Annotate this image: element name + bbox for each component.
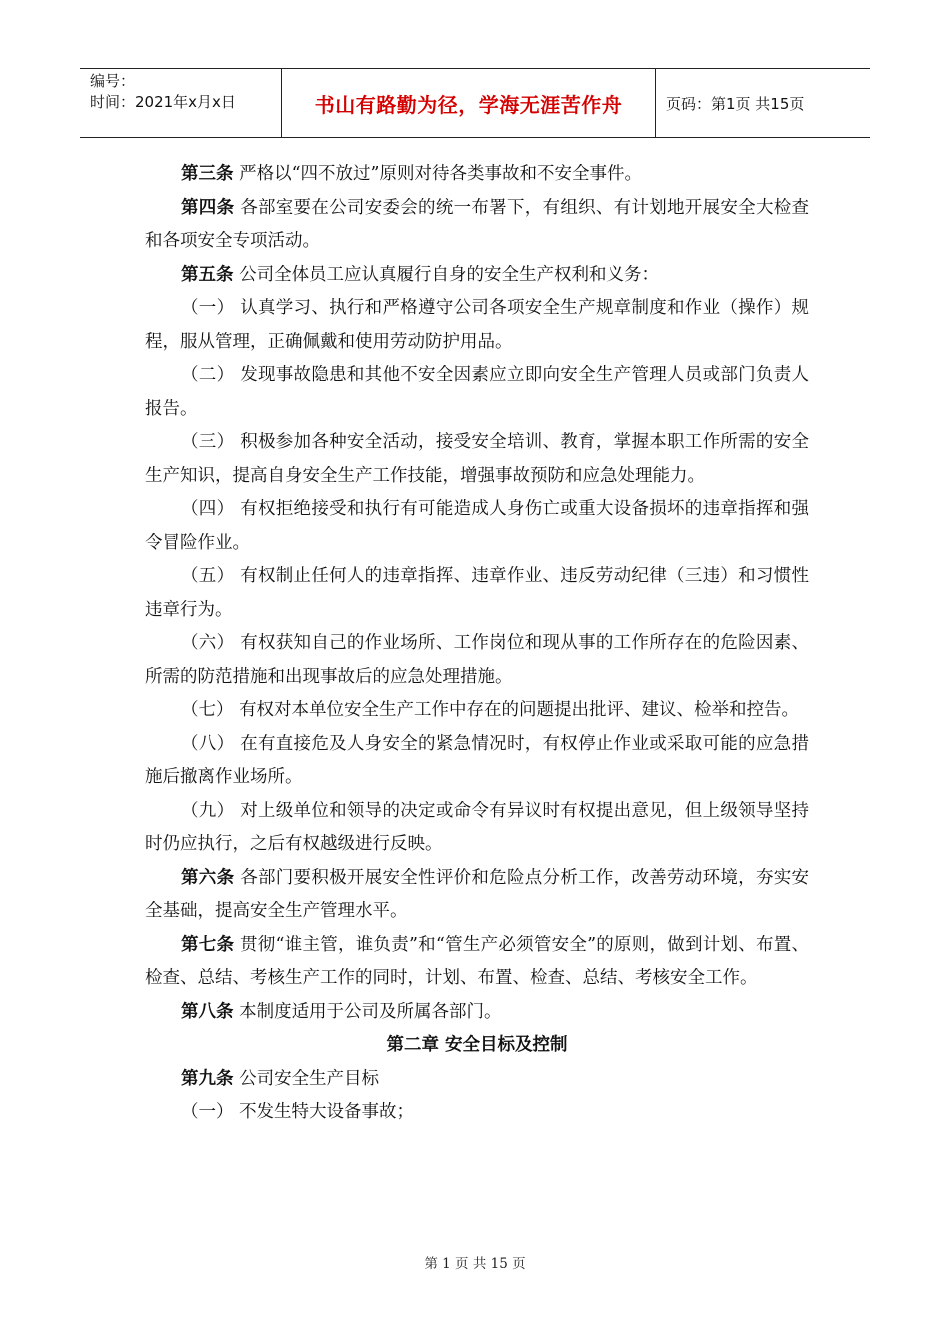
paragraph-text: 各部室要在公司安委会的统一布署下，有组织、有计划地开展安全大检查和各项安全专项活动。 xyxy=(145,197,810,251)
paragraph-group-2 xyxy=(145,1063,809,1130)
paragraph xyxy=(145,996,809,1030)
paragraph xyxy=(145,292,809,359)
header-meta xyxy=(80,69,282,137)
header-page-info: 页码：第1页 共15页 xyxy=(666,94,805,113)
paragraph xyxy=(145,158,809,192)
paragraph-text: （一） 认真学习、执行和严格遵守公司各项安全生产规章制度和作业（操作）规程，服从管理，正确佩戴和使用劳动防护用品。 xyxy=(145,298,809,352)
paragraph-text: 公司全体员工应认真履行自身的安全生产权利和义务： xyxy=(233,264,660,285)
paragraph-text: 本制度适用于公司及所属各部门。 xyxy=(233,1001,502,1022)
paragraph-text: （四） 有权拒绝接受和执行有可能造成人身伤亡或重大设备损坏的违章指挥和强令冒险作业。 xyxy=(145,499,809,553)
paragraph-text: （七） 有权对本单位安全生产工作中存在的问题提出批评、建议、检举和控告。 xyxy=(181,700,800,720)
article-number: 第八条 xyxy=(181,1001,234,1022)
paragraph xyxy=(145,192,809,259)
paragraph xyxy=(145,728,809,795)
chapter-title: 第二章 安全目标及控制 xyxy=(386,1035,568,1055)
paragraph-text: 贯彻“谁主管，谁负责”和“管生产必须管安全”的原则，做到计划、布置、检查、总结、考核生产工作的同时，计划、布置、检查、总结、考核安全工作。 xyxy=(145,934,809,988)
paragraph xyxy=(145,1063,809,1097)
page-header xyxy=(80,68,870,138)
article-number: 第七条 xyxy=(181,934,235,955)
article-number: 第六条 xyxy=(181,867,235,888)
header-motto-cell xyxy=(282,69,656,137)
paragraph xyxy=(145,560,809,627)
time-label: 时间：2021年x月x日 xyxy=(90,93,236,111)
page-footer: 第 1 页 共 15 页 xyxy=(424,1256,526,1272)
paragraph xyxy=(145,1096,809,1130)
article-number: 第四条 xyxy=(181,197,235,218)
paragraph xyxy=(145,627,809,694)
paragraph xyxy=(145,493,809,560)
document-body xyxy=(145,158,809,1130)
paragraph xyxy=(145,862,809,929)
number-label: 编号： xyxy=(90,72,136,90)
paragraph-group-1 xyxy=(145,158,809,1029)
paragraph-text: （三） 积极参加各种安全活动，接受安全培训、教育，掌握本职工作所需的安全生产知识，提高自身安全生产工作技能，增强事故预防和应急处理能力。 xyxy=(145,432,809,486)
paragraph-text: 公司安全生产目标 xyxy=(233,1068,380,1089)
paragraph-text: 各部门要积极开展安全性评价和危险点分析工作，改善劳动环境，夯实安全基础，提高安全生产管理水平。 xyxy=(145,867,810,921)
paragraph-text: （二） 发现事故隐患和其他不安全因素应立即向安全生产管理人员或部门负责人报告。 xyxy=(145,365,809,419)
paragraph-text: （八） 在有直接危及人身安全的紧急情况时，有权停止作业或采取可能的应急措施后撤离作业场所。 xyxy=(145,733,809,787)
article-number: 第五条 xyxy=(181,264,234,285)
header-motto: 书山有路勤为径，学海无涯苦作舟 xyxy=(314,92,623,117)
paragraph xyxy=(145,359,809,426)
paragraph-text: （五） 有权制止任何人的违章指挥、违章作业、违反劳动纪律（三违）和习惯性违章行为。 xyxy=(145,566,809,620)
paragraph xyxy=(145,694,809,728)
paragraph xyxy=(145,426,809,493)
paragraph-text: （六） 有权获知自己的作业场所、工作岗位和现从事的工作所存在的危险因素、所需的防范措施和出现事故后的应急处理措施。 xyxy=(145,633,809,687)
paragraph-text: 严格以“四不放过”原则对待各类事故和不安全事件。 xyxy=(233,164,642,184)
paragraph-text: （一） 不发生特大设备事故； xyxy=(181,1102,415,1122)
paragraph xyxy=(145,259,809,293)
article-number: 第三条 xyxy=(181,164,234,184)
paragraph xyxy=(145,795,809,862)
article-number: 第九条 xyxy=(181,1068,234,1089)
paragraph-text: （九） 对上级单位和领导的决定或命令有异议时有权提出意见，但上级领导坚持时仍应执行，之后有权越级进行反映。 xyxy=(145,800,809,854)
paragraph xyxy=(145,929,809,996)
